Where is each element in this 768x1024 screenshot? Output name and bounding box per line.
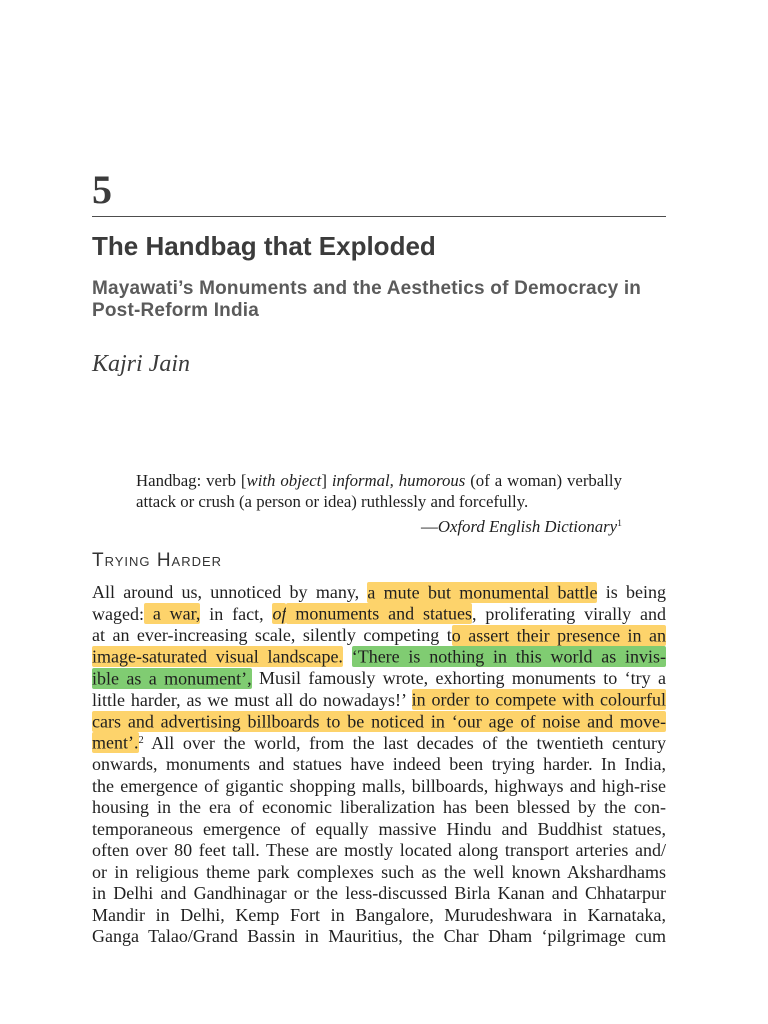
text-run: Mandir in Delhi, Kemp Fort in Bangalore, Murudeshwara in Karnataka, [92,904,666,925]
author-name: Kajri Jain [92,351,191,377]
chapter-rule [92,216,666,217]
body-line [92,733,666,755]
text-run: attack or crush (a person or idea) ruthlessly and forcefully. [136,492,529,511]
body-line [92,604,666,626]
body-line [92,582,666,604]
text-run: at an ever-increasing scale, silently competing t [92,625,452,645]
text-run: housing in the era of economic liberalization has been blessed by the con- [92,797,666,817]
highlight-yellow: monuments and statues [286,603,472,624]
chapter-number: 5 [92,167,112,212]
body-line [92,926,666,948]
text-run: in fact, [200,603,273,624]
epigraph-attribution [136,516,622,537]
text-run: in Delhi and Gandhinagar or the less-discussed Birla Kanan and Chhatarpur [92,883,666,903]
text-run: or in religious theme park complexes such as the well known Akshardhams [92,861,666,882]
body-line [92,905,666,927]
italic-text: Oxford English Dictionary [437,517,618,536]
body-line [92,668,666,690]
text-run: — [421,517,438,536]
text-run: often over 80 feet tall. These are mostly located along transport arteries and/ [92,840,666,860]
highlight-yellow: image-saturated visual landscape. [92,646,343,667]
text-run [343,647,352,667]
highlight-yellow: o assert their presence in an [451,625,666,645]
highlight-yellow: a war, [143,603,201,624]
body-line [92,647,666,669]
chapter-subtitle [92,278,641,322]
text-run: temporaneous emergence of equally massive Hindu and Buddhist statues, [92,818,666,839]
text-run: ] [321,471,332,490]
epigraph [136,470,622,512]
text-run: little harder, as we must all do nowadays!’ [92,689,412,710]
footnote-marker: 1 [617,518,622,530]
text-run: waged: [92,603,144,624]
text-run: the emergence of gigantic shopping malls, billboards, highways and high-rise [92,775,666,796]
text-run: (of a woman) verbally [465,471,622,490]
text-run: onwards, monuments and statues have indeed been trying harder. In India, [92,754,666,774]
highlight-yellow: a mute but monumental battle [367,582,598,602]
subtitle-line: Mayawati’s Monuments and the Aesthetics of Democracy in [92,278,642,299]
text-run: is being [597,582,666,602]
highlight-green: ‘There is nothing in this world as invis- [351,646,667,667]
text-run: All around us, unnoticed by many, [92,582,368,602]
body-line [92,840,666,862]
body-line [92,797,666,819]
highlight-yellow: cars and advertising billboards to be noticed in ‘our age of noise and move- [92,711,666,731]
epigraph-line [136,491,622,512]
text-run: All over the world, from the last decades of the twentieth century [143,732,666,753]
body-line [92,862,666,884]
body-line [92,754,666,776]
highlight-yellow: in order to compete with colourful [411,689,666,710]
body-paragraph [92,582,666,948]
body-line [92,625,666,647]
body-line [92,690,666,712]
chapter-title: The Handbag that Exploded [92,231,436,261]
footnote-marker: 2 [138,734,144,746]
body-line [92,819,666,841]
section-heading: Trying Harder [92,550,223,571]
highlight-yellow: of [272,603,287,624]
text-run: Handbag: verb [ [136,471,247,490]
subtitle-line: Post-Reform India [92,300,260,321]
body-line [92,776,666,798]
italic-text: with object [246,471,322,490]
body-line [92,883,666,905]
text-run: , proliferating virally and [472,603,666,624]
body-line [92,711,666,733]
epigraph-line [136,470,622,491]
highlight-yellow: ment’. [92,732,139,753]
italic-text: informal, humorous [331,471,466,490]
text-run: Musil famously wrote, exhorting monuments to ‘try a [251,668,666,688]
text-run: Ganga Talao/Grand Bassin in Mauritius, the Char Dham ‘pilgrimage cum [92,926,666,946]
highlight-green: ible as a monument’, [92,668,252,688]
